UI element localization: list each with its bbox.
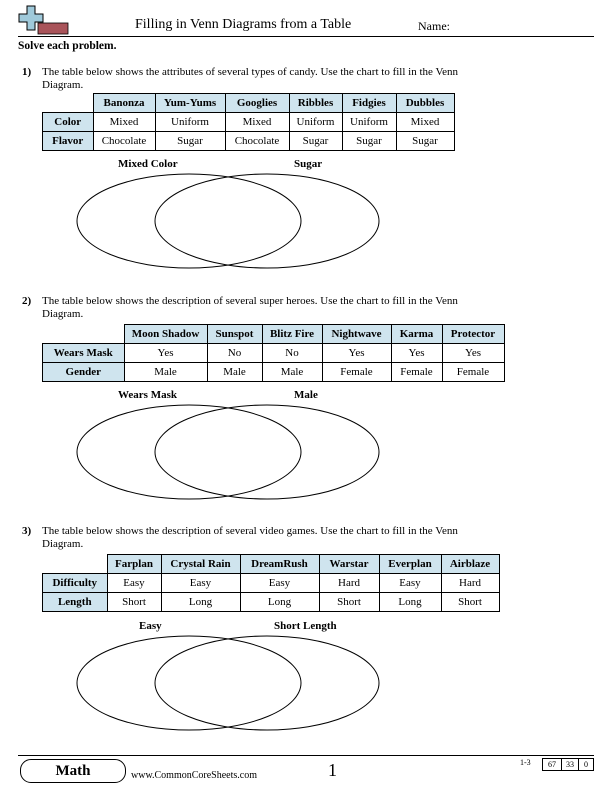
venn-diagram [76, 172, 382, 270]
table-cell: Uniform [155, 113, 225, 132]
logo-icon [18, 5, 70, 37]
table-cell: Hard [441, 574, 499, 593]
footer-divider [18, 755, 594, 756]
table-cell: Mixed [225, 113, 289, 132]
column-header: DreamRush [240, 555, 319, 574]
column-header: Sunspot [207, 325, 262, 344]
problem-text: The table below shows the description of several super heroes. Use the chart to fill in the Venn Diagram. [42, 295, 458, 320]
table-cell: Chocolate [93, 132, 155, 151]
venn-right-label: Short Length [274, 620, 337, 632]
table-cell: Long [161, 593, 240, 612]
column-header: Dubbles [396, 94, 454, 113]
column-header: Fidgies [342, 94, 396, 113]
table-cell: Female [322, 363, 391, 382]
attribute-table [42, 554, 500, 612]
table-cell: Uniform [342, 113, 396, 132]
table-cell: Male [124, 363, 207, 382]
table-cell: Sugar [396, 132, 454, 151]
table-cell: No [262, 344, 322, 363]
attribute-table [42, 324, 505, 382]
row-header: Color [43, 113, 94, 132]
instructions: Solve each problem. [18, 40, 117, 52]
table-cell: Hard [319, 574, 379, 593]
table-cell: Long [240, 593, 319, 612]
table-cell: Easy [107, 574, 161, 593]
venn-diagram [76, 403, 382, 501]
score-box: 0 [578, 758, 594, 771]
table-cell: Chocolate [225, 132, 289, 151]
table-cell: Sugar [342, 132, 396, 151]
row-header: Difficulty [43, 574, 108, 593]
attribute-table [42, 93, 455, 151]
name-label: Name: [418, 19, 450, 33]
table-cell: Male [262, 363, 322, 382]
column-header: Moon Shadow [124, 325, 207, 344]
table-cell: Female [442, 363, 504, 382]
venn-left-label: Wears Mask [118, 389, 177, 401]
problem-number: 1) [22, 66, 32, 78]
table-cell: Long [379, 593, 441, 612]
table-cell: No [207, 344, 262, 363]
row-header: Wears Mask [43, 344, 125, 363]
problem-text: The table below shows the description of several video games. Use the chart to fill in the Venn Diagram. [42, 525, 458, 550]
column-header: Ribbles [289, 94, 342, 113]
column-header: Everplan [379, 555, 441, 574]
table-cell: Easy [240, 574, 319, 593]
table-cell: Sugar [289, 132, 342, 151]
problem-range: 1-3 [520, 758, 531, 767]
venn-right-label: Male [294, 389, 318, 401]
subject-badge: Math [20, 759, 126, 783]
table-cell: Yes [442, 344, 504, 363]
venn-left-label: Easy [139, 620, 162, 632]
column-header: Blitz Fire [262, 325, 322, 344]
problem-number: 3) [22, 525, 32, 537]
table-cell: Yes [322, 344, 391, 363]
column-header: Farplan [107, 555, 161, 574]
table-cell: Yes [124, 344, 207, 363]
table-cell: Yes [391, 344, 442, 363]
table-cell: Uniform [289, 113, 342, 132]
column-header: Yum-Yums [155, 94, 225, 113]
table-cell: Short [107, 593, 161, 612]
row-header: Flavor [43, 132, 94, 151]
score-box: 33 [561, 758, 579, 771]
venn-diagram [76, 634, 382, 732]
column-header: Crystal Rain [161, 555, 240, 574]
column-header: Nightwave [322, 325, 391, 344]
row-header: Length [43, 593, 108, 612]
worksheet-title: Filling in Venn Diagrams from a Table [135, 17, 352, 32]
venn-right-label: Sugar [294, 158, 323, 170]
table-cell: Short [319, 593, 379, 612]
problem-text: The table below shows the attributes of several types of candy. Use the chart to fill in the Venn Diagram. [42, 66, 459, 91]
row-header: Gender [43, 363, 125, 382]
table-cell: Mixed [93, 113, 155, 132]
table-cell: Female [391, 363, 442, 382]
header-divider [18, 36, 594, 37]
column-header: Warstar [319, 555, 379, 574]
table-cell: Mixed [396, 113, 454, 132]
website-text: www.CommonCoreSheets.com [131, 770, 258, 781]
column-header: Banonza [93, 94, 155, 113]
column-header: Protector [442, 325, 504, 344]
score-box: 67 [542, 758, 562, 771]
problem-number: 2) [22, 295, 32, 307]
column-header: Googlies [225, 94, 289, 113]
table-cell: Male [207, 363, 262, 382]
page-number: 1 [328, 760, 337, 780]
column-header: Airblaze [441, 555, 499, 574]
table-cell: Short [441, 593, 499, 612]
table-cell: Easy [379, 574, 441, 593]
table-cell: Sugar [155, 132, 225, 151]
column-header: Karma [391, 325, 442, 344]
venn-left-label: Mixed Color [118, 158, 178, 170]
table-cell: Easy [161, 574, 240, 593]
